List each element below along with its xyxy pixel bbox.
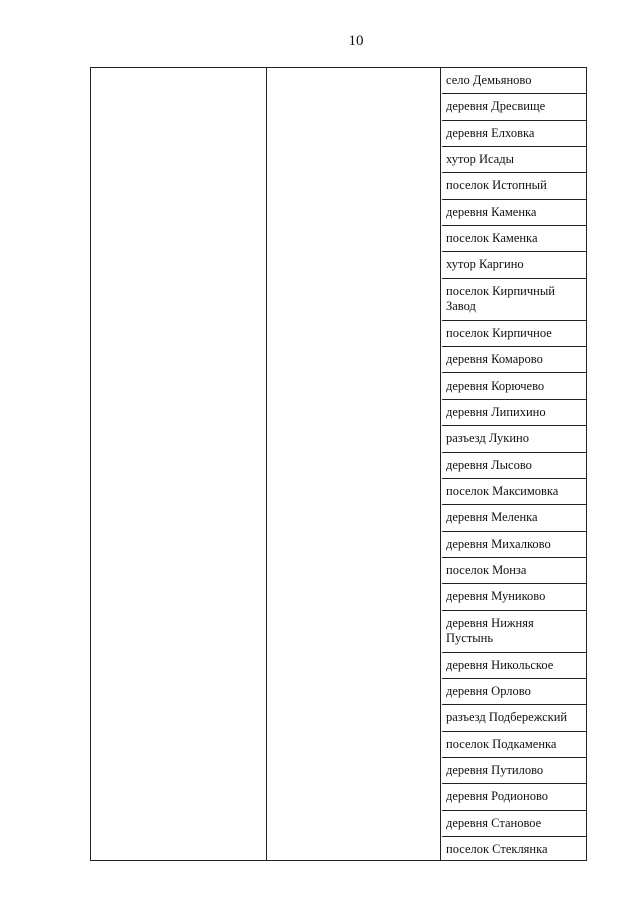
- settlement-row: деревня Каменка: [442, 200, 586, 226]
- settlement-row: разъезд Подбережский: [442, 705, 586, 731]
- settlement-row: поселок Монза: [442, 558, 586, 584]
- settlement-row: деревня Меленка: [442, 505, 586, 531]
- column-divider: [440, 68, 441, 860]
- settlement-row: село Демьяново: [442, 68, 586, 94]
- settlements-table: [90, 67, 587, 861]
- settlement-row: поселок Кирпичный Завод: [442, 279, 586, 321]
- settlement-row: деревня Путилово: [442, 758, 586, 784]
- settlement-row: деревня Елховка: [442, 121, 586, 147]
- settlement-row: деревня Нижняя Пустынь: [442, 611, 586, 653]
- settlement-row: деревня Комарово: [442, 347, 586, 373]
- settlement-row: деревня Орлово: [442, 679, 586, 705]
- settlement-row: деревня Родионово: [442, 784, 586, 810]
- settlement-row: поселок Каменка: [442, 226, 586, 252]
- settlement-row: поселок Подкаменка: [442, 732, 586, 758]
- settlement-row: хутор Каргино: [442, 252, 586, 278]
- page-number: 10: [348, 33, 364, 49]
- settlements-column: [442, 68, 586, 860]
- settlement-row: поселок Истопный: [442, 173, 586, 199]
- settlement-row: разъезд Лукино: [442, 426, 586, 452]
- settlement-row: хутор Исады: [442, 147, 586, 173]
- settlement-row: деревня Муниково: [442, 584, 586, 610]
- settlement-row: деревня Липихино: [442, 400, 586, 426]
- settlement-row: деревня Михалково: [442, 532, 586, 558]
- column-divider: [266, 68, 267, 860]
- settlement-row: поселок Кирпичное: [442, 321, 586, 347]
- settlement-row: поселок Максимовка: [442, 479, 586, 505]
- settlement-row: поселок Стеклянка: [446, 842, 548, 857]
- settlement-row: деревня Лысово: [442, 453, 586, 479]
- settlement-row: деревня Дресвище: [442, 94, 586, 120]
- settlement-row: деревня Никольское: [442, 653, 586, 679]
- settlement-row: деревня Становое: [442, 811, 586, 837]
- settlement-row: деревня Корючево: [442, 374, 586, 400]
